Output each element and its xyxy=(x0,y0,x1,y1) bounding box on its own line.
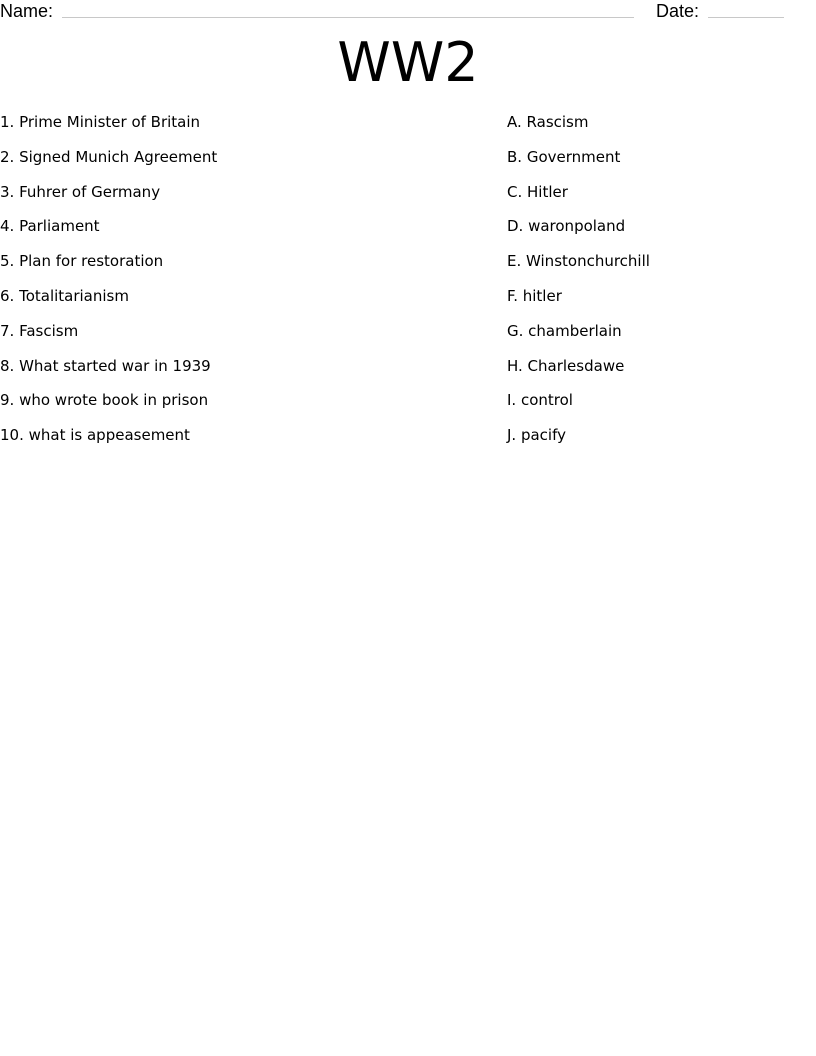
answer-item: B. Government xyxy=(507,147,621,166)
worksheet-title: WW2 xyxy=(337,31,479,94)
clue-item: 6. Totalitarianism xyxy=(0,286,129,305)
worksheet-header xyxy=(0,0,816,22)
answer-item: J. pacify xyxy=(507,426,566,445)
clue-item: 9. who wrote book in prison xyxy=(0,391,209,410)
clue-item: 8. What started war in 1939 xyxy=(0,356,211,375)
clue-item: 2. Signed Munich Agreement xyxy=(0,147,218,166)
answer-item: C. Hitler xyxy=(507,182,568,201)
name-blank-line xyxy=(62,17,634,18)
name-label: Name: xyxy=(0,1,54,21)
date-blank-line xyxy=(708,17,784,18)
answer-item: I. control xyxy=(507,391,573,410)
clue-item: 10. what is appeasement xyxy=(0,426,190,445)
clue-item: 3. Fuhrer of Germany xyxy=(0,182,161,201)
clue-list xyxy=(0,111,480,459)
answer-item: A. Rascism xyxy=(507,113,589,131)
answer-list xyxy=(507,111,807,459)
clue-item: 1. Prime Minister of Britain xyxy=(0,113,201,131)
clue-item: 5. Plan for restoration xyxy=(0,252,164,271)
answer-item: D. waronpoland xyxy=(507,217,626,236)
clue-item: 7. Fascism xyxy=(0,321,79,340)
clue-item: 4. Parliament xyxy=(0,217,100,236)
answer-item: H. Charlesdawe xyxy=(507,356,625,375)
answer-item: G. chamberlain xyxy=(507,321,622,340)
answer-item: F. hitler xyxy=(507,286,562,305)
date-label: Date: xyxy=(656,1,700,21)
answer-item: E. Winstonchurchill xyxy=(507,252,650,271)
